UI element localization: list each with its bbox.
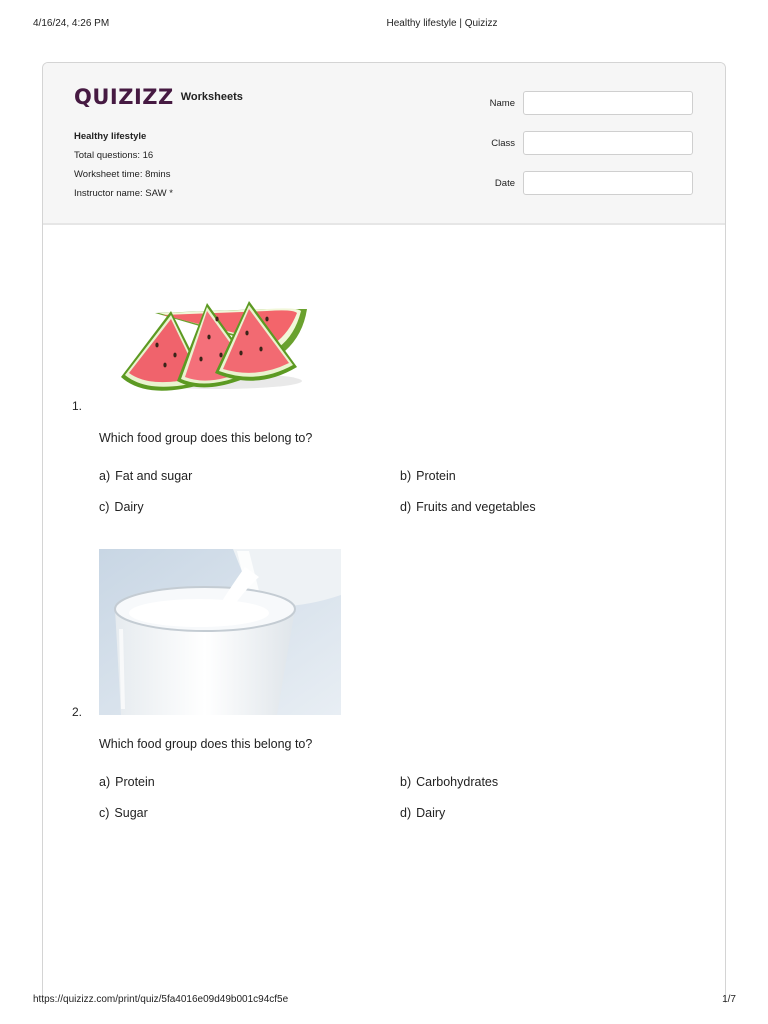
quizizz-logo [74, 85, 243, 109]
option-c [99, 806, 148, 820]
print-page-number: 1/7 [722, 994, 736, 1005]
worksheet-header [43, 63, 725, 225]
option-b [400, 469, 456, 483]
worksheet [42, 62, 726, 1003]
option-letter: b) [400, 775, 412, 789]
option-c [99, 500, 144, 514]
question-text: Which food group does this belong to? [99, 431, 313, 445]
option-letter: d) [400, 806, 412, 820]
print-date: 4/16/24, 4:26 PM [33, 18, 110, 29]
option-text: Fruits and vegetables [416, 500, 536, 514]
print-url: https://quizizz.com/print/quiz/5fa4016e09d49b001c94cf5e [33, 994, 289, 1005]
total-questions: Total questions: 16 [74, 150, 154, 161]
class-field [453, 131, 693, 155]
instructor-name: Instructor name: SAW * [74, 188, 173, 199]
option-b [400, 775, 498, 789]
option-a [99, 775, 155, 789]
print-title: Healthy lifestyle | Quizizz [386, 18, 498, 29]
class-input[interactable] [523, 131, 693, 155]
quiz-title: Healthy lifestyle [74, 131, 147, 142]
name-field [453, 91, 693, 115]
date-input[interactable] [523, 171, 693, 195]
option-text: Carbohydrates [416, 775, 499, 789]
question-number: 1. [72, 399, 83, 413]
option-text: Sugar [114, 806, 148, 820]
watermelon-image [117, 273, 317, 393]
logo-product: Worksheets [180, 91, 243, 103]
milk-image [99, 549, 341, 715]
option-a [99, 469, 192, 483]
class-label: Class [491, 137, 515, 149]
option-text: Fat and sugar [115, 469, 193, 483]
option-text: Dairy [114, 500, 144, 514]
option-letter: a) [99, 775, 111, 789]
option-letter: c) [99, 806, 110, 820]
option-letter: a) [99, 469, 111, 483]
quiz-meta [74, 127, 173, 203]
name-label: Name [489, 97, 515, 109]
option-letter: c) [99, 500, 110, 514]
logo-wordmark: QUIZIZZ [74, 85, 174, 109]
option-letter: b) [400, 469, 412, 483]
option-text: Protein [115, 775, 155, 789]
option-text: Protein [416, 469, 456, 483]
option-d [400, 500, 536, 514]
option-letter: d) [400, 500, 412, 514]
date-label: Date [494, 177, 515, 189]
name-input[interactable] [523, 91, 693, 115]
option-text: Dairy [416, 806, 446, 820]
option-d [400, 806, 445, 820]
date-field [453, 171, 693, 195]
question-text: Which food group does this belong to? [99, 737, 313, 751]
worksheet-time: Worksheet time: 8mins [74, 169, 171, 180]
question-number: 2. [72, 705, 83, 719]
